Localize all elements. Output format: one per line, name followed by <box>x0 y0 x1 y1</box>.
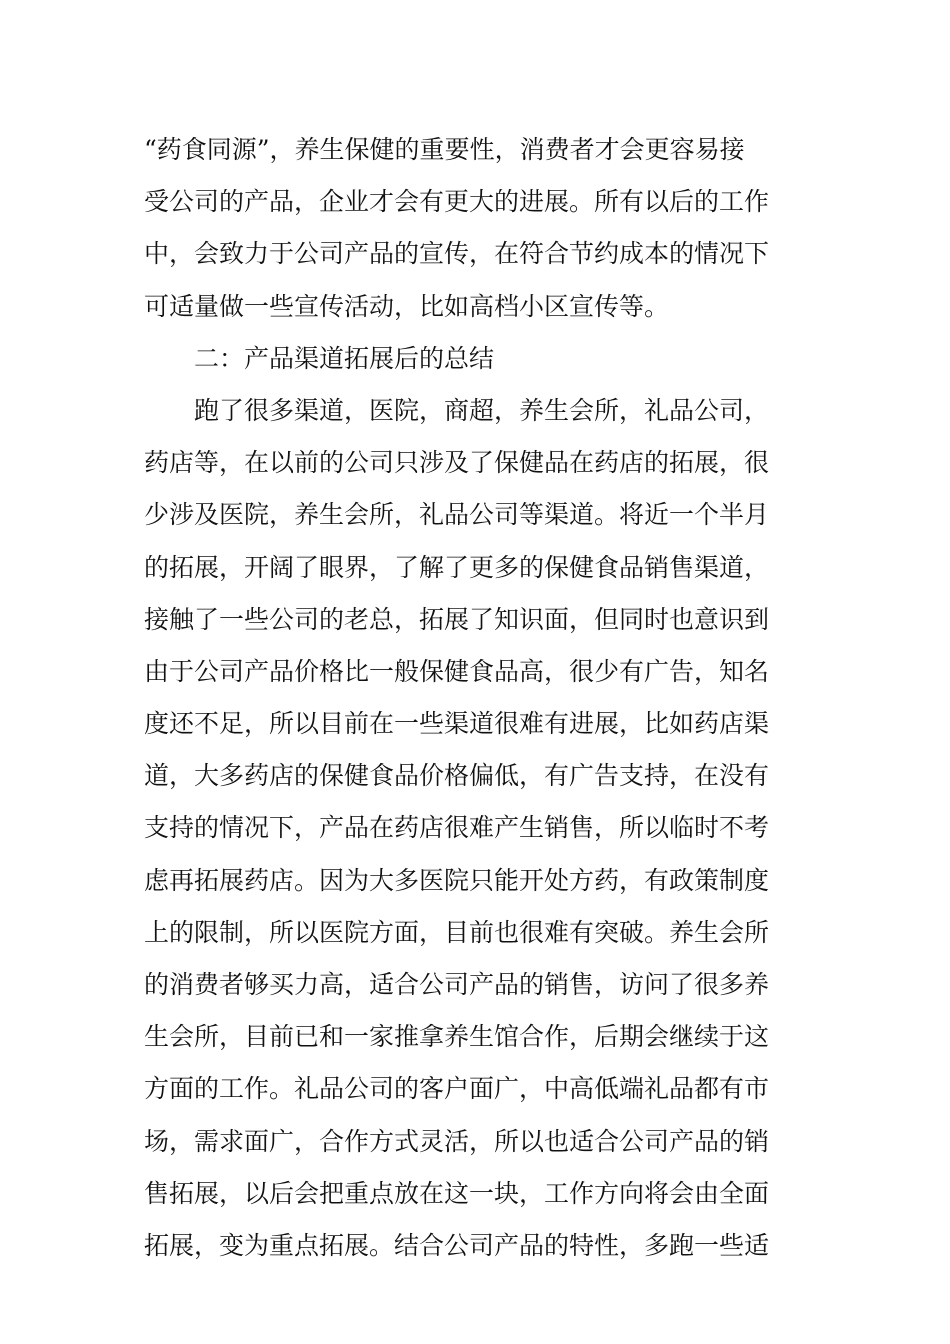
document-body <box>144 124 806 1272</box>
text-line: 上的限制，所以医院方面，目前也很难有突破。养生会所 <box>144 917 770 947</box>
text-line: 方面的工作。礼品公司的客户面广，中高低端礼品都有市 <box>144 1074 770 1104</box>
text-line: 由于公司产品价格比一般保健食品高，很少有广告，知名 <box>144 656 770 686</box>
text-line: “药食同源”，养生保健的重要性，消费者才会更容易接 <box>144 135 745 164</box>
text-line: 售拓展，以后会把重点放在这一块，工作方向将会由全面 <box>144 1178 770 1208</box>
text-line: 跑了很多渠道，医院，商超，养生会所，礼品公司， <box>194 395 770 425</box>
text-line: 道，大多药店的保健食品价格偏低，有广告支持，在没有 <box>144 761 770 791</box>
text-line: 接触了一些公司的老总，拓展了知识面，但同时也意识到 <box>144 604 770 634</box>
text-line: 生会所，目前已和一家推拿养生馆合作，后期会继续于这 <box>144 1022 770 1052</box>
text-line: 受公司的产品，企业才会有更大的进展。所有以后的工作 <box>144 187 770 217</box>
text-line: 度还不足，所以目前在一些渠道很难有进展，比如药店渠 <box>144 709 770 739</box>
text-line: 少涉及医院，养生会所，礼品公司等渠道。将近一个半月 <box>144 500 770 530</box>
text-line: 支持的情况下，产品在药店很难产生销售，所以临时不考 <box>144 813 770 843</box>
text-line: 的消费者够买力高，适合公司产品的销售，访问了很多养 <box>144 970 770 999</box>
text-line: 可适量做一些宣传活动，比如高档小区宣传等。 <box>144 291 670 321</box>
section-heading: 二：产品渠道拓展后的总结 <box>194 343 495 373</box>
text-line: 药店等，在以前的公司只涉及了保健品在药店的拓展，很 <box>144 448 770 478</box>
text-line: 场，需求面广，合作方式灵活，所以也适合公司产品的销 <box>144 1126 770 1156</box>
text-line: 中，会致力于公司产品的宣传，在符合节约成本的情况下 <box>144 239 770 269</box>
text-line: 的拓展，开阔了眼界，了解了更多的保健食品销售渠道， <box>144 552 770 582</box>
text-line: 拓展，变为重点拓展。结合公司产品的特性，多跑一些适 <box>144 1230 770 1260</box>
text-line: 虑再拓展药店。因为大多医院只能开处方药，有政策制度 <box>144 865 770 895</box>
